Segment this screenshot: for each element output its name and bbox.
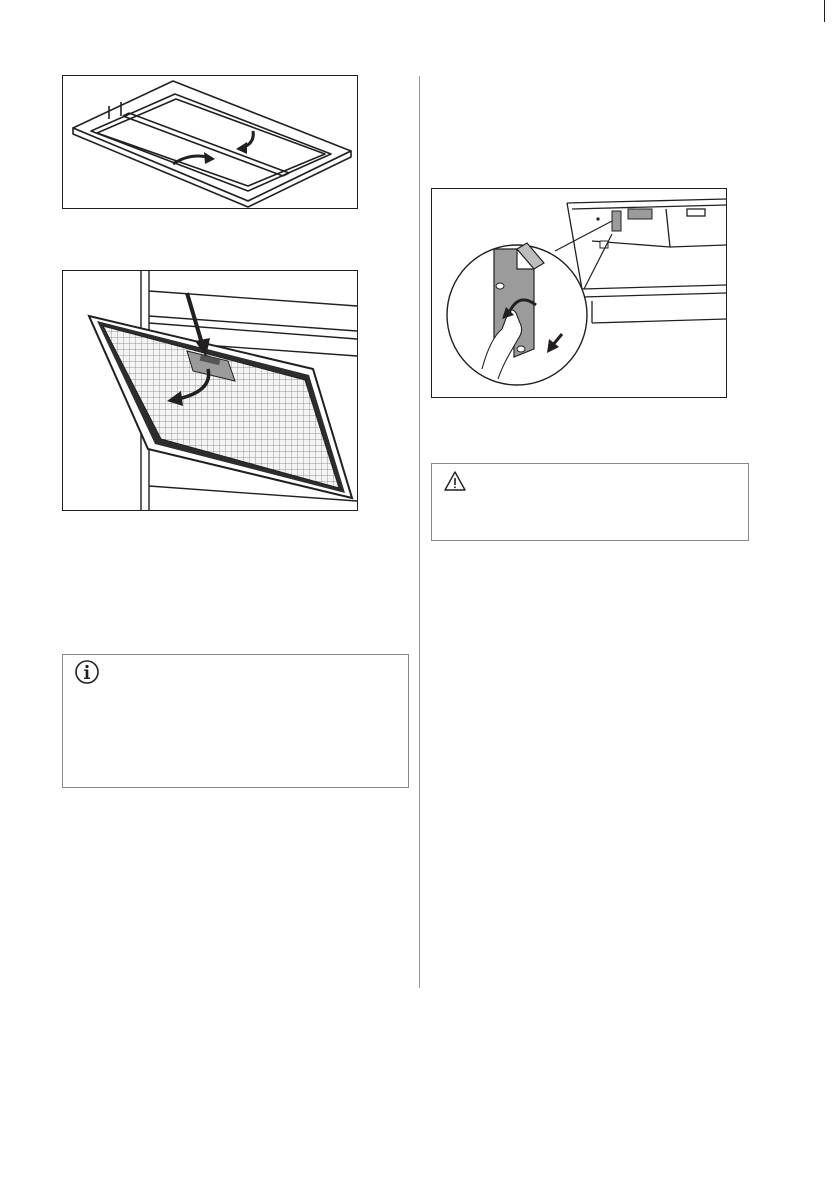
warning-note-box bbox=[431, 463, 749, 541]
filter-bracket-rotate-detail-illustration bbox=[432, 189, 726, 397]
info-icon bbox=[74, 659, 100, 685]
info-note-box bbox=[62, 654, 409, 788]
grease-filter-frame-figure bbox=[62, 75, 358, 209]
ceiling-grease-filter-removal-illustration bbox=[63, 76, 357, 208]
column-divider bbox=[419, 76, 420, 988]
grease-filter-mesh-figure bbox=[62, 270, 358, 511]
warning-triangle-icon bbox=[443, 470, 467, 492]
page-edge-mark bbox=[824, 0, 825, 22]
mesh-filter-handle-pull-illustration bbox=[63, 271, 357, 510]
rotate-arrow-icon-2 bbox=[236, 131, 253, 154]
filter-bracket-figure bbox=[431, 188, 727, 398]
